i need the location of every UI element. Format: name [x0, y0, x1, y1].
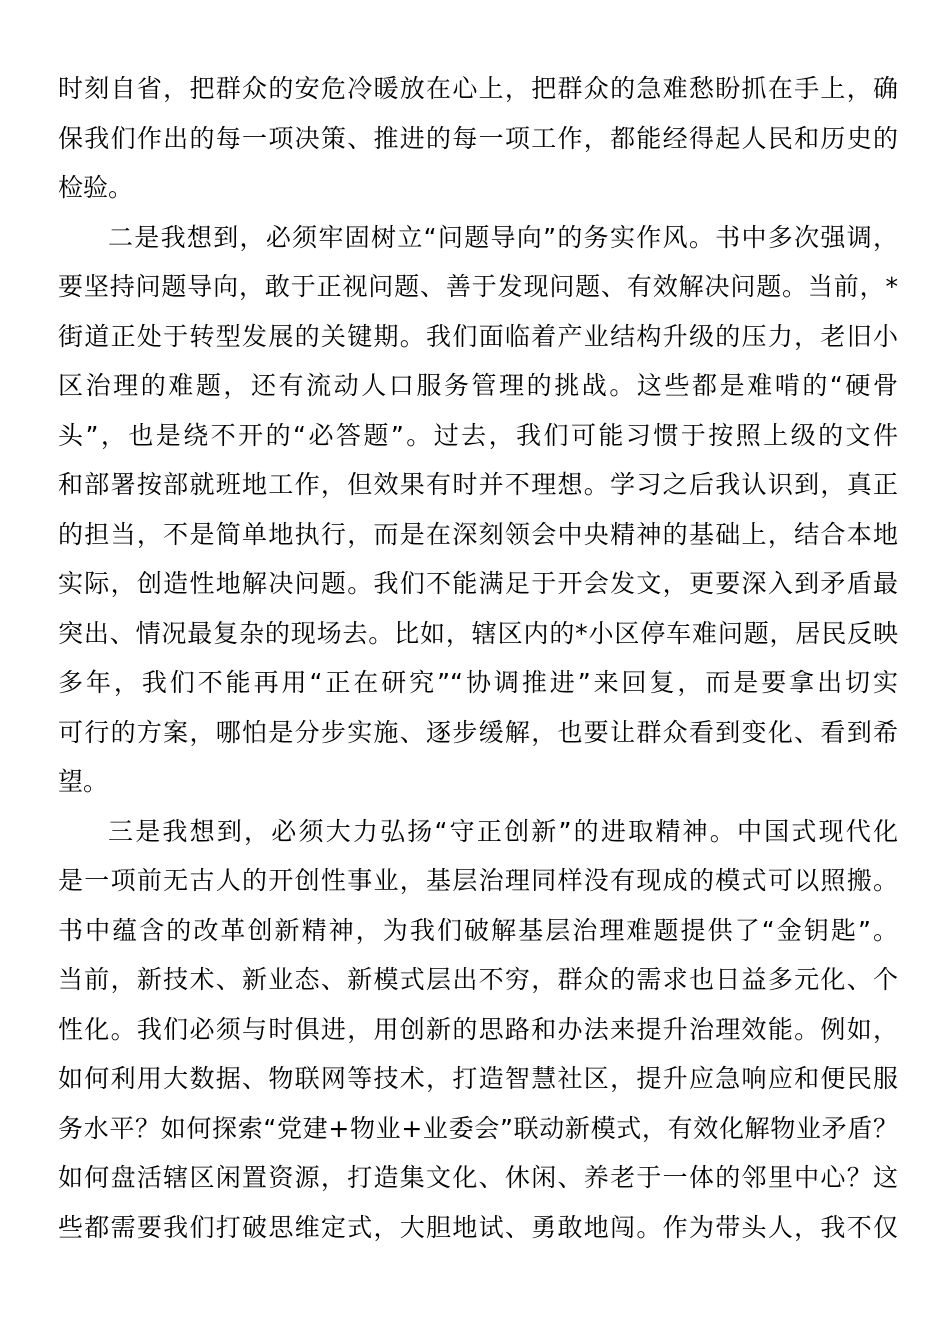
text-line: 的担当，不是简单地执行，而是在深刻领会中央精神的基础上，结合本地 — [58, 519, 898, 549]
text-line: 头”，也是绕不开的“必答题”。过去，我们可能习惯于按照上级的文件 — [58, 420, 898, 450]
text-line: 书中蕴含的改革创新精神，为我们破解基层治理难题提供了“金钥匙”。 — [58, 915, 898, 945]
text-line: 检验。 — [58, 173, 134, 202]
document-body — [58, 64, 898, 1252]
text-line: 如何盘活辖区闲置资源，打造集文化、休闲、养老于一体的邻里中心？这 — [58, 1163, 898, 1192]
text-line: 要坚持问题导向，敢于正视问题、善于发现问题、有效解决问题。当前，* — [58, 272, 898, 301]
text-line: 如何利用大数据、物联网等技术，打造智慧社区，提升应急响应和便民服 — [58, 1064, 898, 1093]
text-line: 望。 — [58, 767, 109, 796]
paragraph-2 — [58, 213, 898, 807]
text-line: 时刻自省，把群众的安危冷暖放在心上，把群众的急难愁盼抓在手上，确 — [58, 74, 898, 103]
text-line: 街道正处于转型发展的关键期。我们面临着产业结构升级的压力，老旧小 — [58, 321, 898, 351]
text-line: 多年，我们不能再用“正在研究”“协调推进”来回复，而是要拿出切实 — [58, 668, 898, 697]
text-line: 二是我想到，必须牢固树立“问题导向”的务实作风。书中多次强调， — [108, 222, 898, 252]
paragraph-3 — [58, 807, 898, 1253]
text-line: 可行的方案，哪怕是分步实施、逐步缓解，也要让群众看到变化、看到希 — [58, 717, 898, 747]
text-line: 当前，新技术、新业态、新模式层出不穷，群众的需求也日益多元化、个 — [58, 965, 898, 994]
text-line: 务水平？如何探索“党建+物业+业委会”联动新模式，有效化解物业矛盾？ — [58, 1113, 898, 1143]
text-line: 和部署按部就班地工作，但效果有时并不理想。学习之后我认识到，真正 — [58, 470, 898, 499]
text-line: 保我们作出的每一项决策、推进的每一项工作，都能经得起人民和历史的 — [58, 123, 898, 153]
text-line: 些都需要我们打破思维定式，大胆地试、勇敢地闯。作为带头人，我不仅 — [58, 1212, 898, 1242]
text-line: 是一项前无古人的开创性事业，基层治理同样没有现成的模式可以照搬。 — [58, 866, 898, 895]
text-line: 实际，创造性地解决问题。我们不能满足于开会发文，更要深入到矛盾最 — [58, 569, 898, 598]
paragraph-1 — [58, 64, 898, 213]
text-line: 突出、情况最复杂的现场去。比如，辖区内的*小区停车难问题，居民反映 — [58, 618, 898, 648]
text-line: 区治理的难题，还有流动人口服务管理的挑战。这些都是难啃的“硬骨 — [58, 371, 898, 400]
text-line: 性化。我们必须与时俱进，用创新的思路和办法来提升治理效能。例如， — [58, 1014, 898, 1044]
text-line: 三是我想到，必须大力弘扬“守正创新”的进取精神。中国式现代化 — [108, 816, 898, 846]
